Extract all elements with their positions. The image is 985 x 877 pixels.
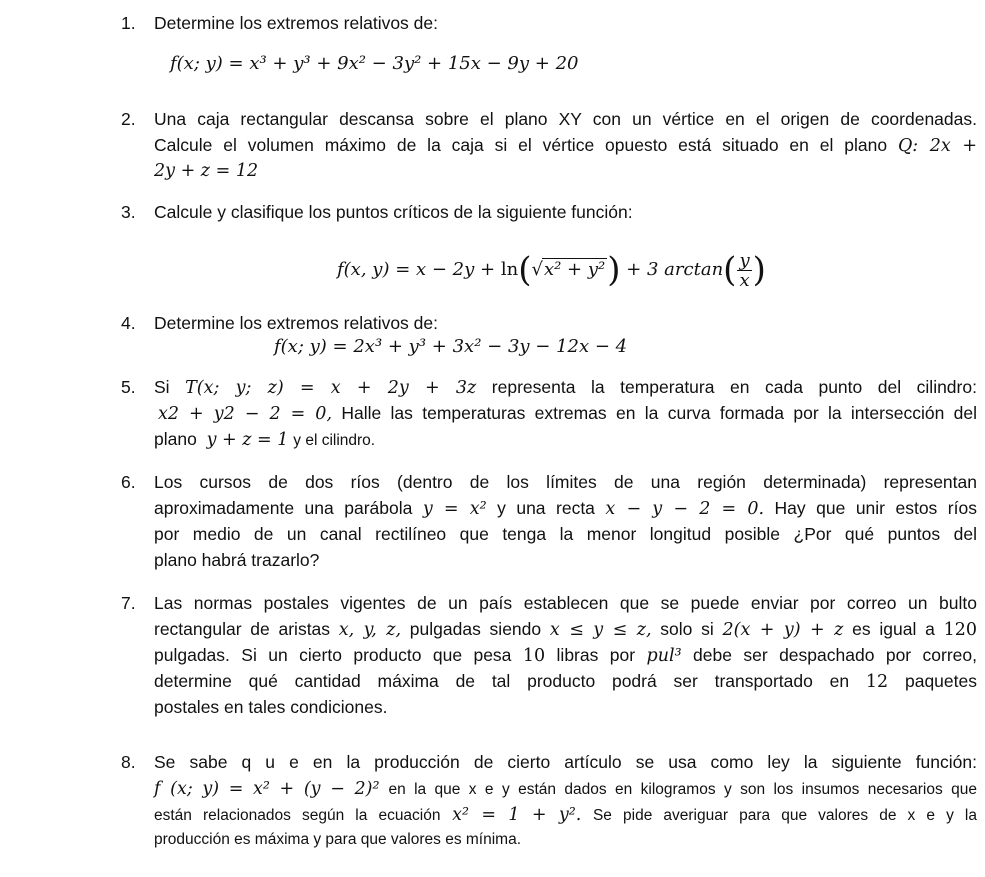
problem-number: 3. <box>121 202 136 222</box>
problem-number: 4. <box>121 313 136 333</box>
problem-number: 1. <box>121 13 136 33</box>
problem-text-line: Los cursos de dos ríos (dentro de los límites de una región determinada) representan <box>154 472 977 492</box>
problem-text-line: f (x; y) = x² + (y − 2)² en la que x e y están dados en kilogramos y son los insumos necesarios que <box>154 779 977 799</box>
problem-text-line: Una caja rectangular descansa sobre el plano XY con un vértice en el origen de coordenadas. <box>154 109 977 129</box>
problem-text-line: están relacionados según la ecuación x² = 1 + y². Se pide averiguar para que valores de x e y la <box>154 805 977 825</box>
problem-text: Determine los extremos relativos de: <box>154 13 438 33</box>
problem-text-line: determine qué cantidad máxima de tal producto podrá ser transportado en 12 paquetes <box>154 671 977 692</box>
problem-text-line: Las normas postales vigentes de un país establecen que se puede enviar por correo un bulto <box>154 593 977 613</box>
problem-text-line: producción es máxima y para que valores es mínima. <box>154 831 521 848</box>
problem-text-line: por medio de un canal rectilíneo que tenga la menor longitud posible ¿Por qué puntos del <box>154 524 977 544</box>
plane-equation: Q: 2x + <box>897 136 977 156</box>
problem-number: 7. <box>121 593 136 613</box>
problem-text-line: aproximadamente una parábola y = x² y una recta x − y − 2 = 0. Hay que unir estos ríos <box>154 498 977 519</box>
problem-text-line: plano y + z = 1 y el cilindro. <box>154 429 376 450</box>
problem-number: 8. <box>121 752 136 772</box>
problem-number: 2. <box>121 109 136 129</box>
formula-3: f(x, y) = x − 2y + ln(√x² + y²) + 3 arctan( $\frac{y}{x}$ ) <box>337 249 766 291</box>
plane-equation: 2y + z = 12 <box>154 161 259 181</box>
problem-text: Determine los extremos relativos de: <box>154 313 438 333</box>
formula-4: f(x; y) = 2x³ + y³ + 3x² − 3y − 12x − 4 <box>274 336 628 357</box>
problem-text-line: postales en tales condiciones. <box>154 697 388 717</box>
problem-text-line: Se sabe q u e en la producción de cierto artículo se usa como ley la siguiente función: <box>154 752 977 772</box>
problem-text-line: pulgadas. Si un cierto producto que pesa 10 libras por pul³ debe ser despachado por correo, <box>154 645 978 666</box>
formula-1: f(x; y) = x³ + y³ + 9x² − 3y² + 15x − 9y + 20 <box>170 53 579 74</box>
problem-text: Calcule y clasifique los puntos críticos de la siguiente función: <box>154 202 633 222</box>
problem-text-line: Calcule el volumen máximo de la caja si el vértice opuesto está situado en el plano Q: 2x + <box>154 135 977 156</box>
problem-text-line: plano habrá trazarlo? <box>154 550 320 570</box>
problem-number: 5. <box>121 377 136 397</box>
problem-number: 6. <box>121 472 136 492</box>
problem-text-line: Si T(x; y; z) = x + 2y + 3z representa la temperatura en cada punto del cilindro: <box>154 377 977 398</box>
problem-text-line: rectangular de aristas x, y, z, pulgadas siendo x ≤ y ≤ z, solo si 2(x + y) + z es igual a 120 <box>154 619 977 640</box>
problem-text-line: x2 + y2 − 2 = 0, Halle las temperaturas extremas en la curva formada por la intersección del <box>158 403 977 424</box>
